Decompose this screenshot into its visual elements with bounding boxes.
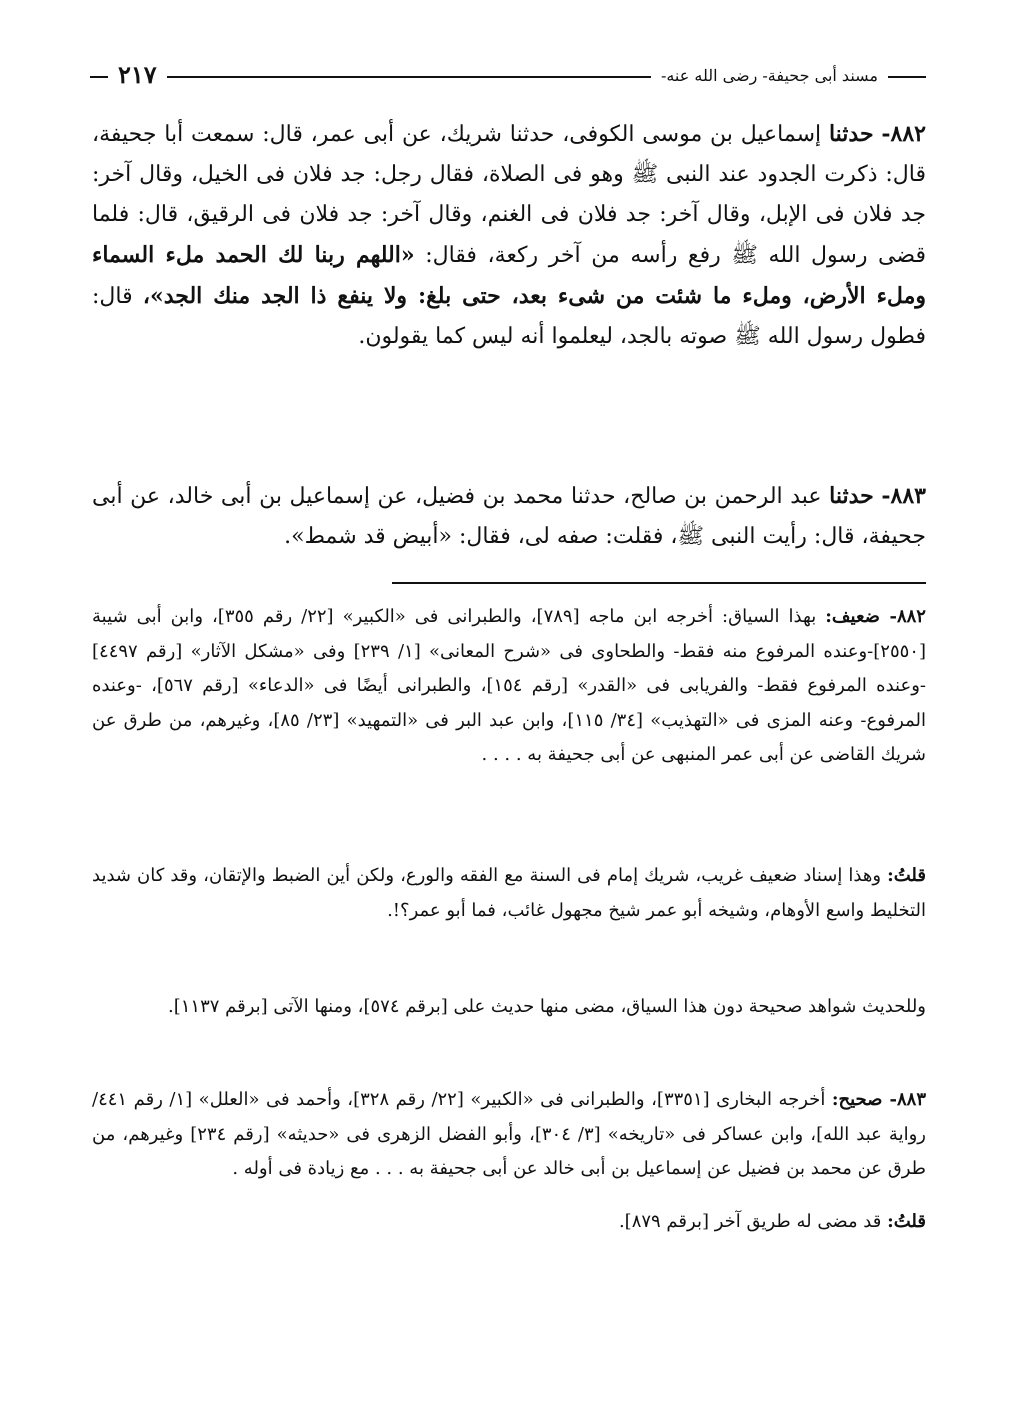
footnote-label: قلتُ: xyxy=(887,1211,926,1232)
footnote-label: ٨٨٣- صحيح: xyxy=(831,1089,926,1110)
footnote-text: وهذا إسناد ضعيف غريب، شريك إمام فى السنة مع الفقه والورع، ولكن أين الضبط والإتقان، وقد كان شديد التخليط واسع الأوهام، وشيخه أبو عمر شيخ مجهول غائب، فما أبو عمر؟!. xyxy=(92,865,926,921)
footnote-882-witnesses xyxy=(92,990,926,1025)
footnote-883-comment xyxy=(92,1205,926,1240)
page-number: ٢١٧ xyxy=(108,60,167,90)
footnote-text: وللحديث شواهد صحيحة دون هذا السياق، مضى منها حديث على [برقم ٥٧٤]، ومنها الآتى [برقم ١١٣٧]. xyxy=(167,996,926,1017)
hadith-text: عبد الرحمن بن صالح، حدثنا محمد بن فضيل، عن إسماعيل بن أبى خالد، عن أبى جحيفة، قال: رأيت النبى ﷺ، فقلت: صفه لى، فقال: «أبيض قد شمط». xyxy=(92,484,926,549)
hadith-number: ٨٨٢- xyxy=(881,121,926,147)
footnote-divider xyxy=(392,582,926,584)
footnote-882-comment xyxy=(92,859,926,928)
footnote-883 xyxy=(92,1083,926,1187)
footnote-text: قد مضى له طريق آخر [برقم ٨٧٩]. xyxy=(618,1211,882,1232)
hadith-882 xyxy=(92,114,926,357)
hadith-number: ٨٨٣- xyxy=(881,483,926,509)
hadith-lead: حدثنا xyxy=(828,121,874,147)
hadith-text: إسماعيل بن موسى الكوفى، حدثنا شريك، عن أبى عمر، قال: سمعت أبا جحيفة، قال: ذكرت الجدود عند النبى ﷺ وهو فى الصلاة، فقال رجل: جد فلان فى الخيل، وقال آخر: جد فلان فى الإبل، وقال آخر: جد فلان فى الغنم، وقال آخر: جد فلان فى الرقيق، قال: فلما قضى رسول الله ﷺ رفع رأسه من آخر ركعة، فقال: xyxy=(92,122,926,268)
hadith-dua: «اللهم ربنا لك الحمد ملء السماء وملء الأرض، وملء ما شئت من شىء بعد، حتى بلغ: ولا ينفع ذا الجد منك الجد»، xyxy=(92,242,926,309)
footnote-label: قلتُ: xyxy=(887,865,926,886)
footnote-label: ٨٨٢- ضعيف: xyxy=(825,606,926,627)
footnote-text: أخرجه البخارى [٣٣٥١]، والطبرانى فى «الكبير» [٢٢/ رقم ٣٢٨]، وأحمد فى «العلل» [١/ رقم ٤٤١/ رواية عبد الله]، وابن عساكر فى «تاريخه» [٣/ ٣٠٤]، وأبو الفضل الزهرى فى «حديثه» [رقم ٢٣٤] وغيرهم، من طرق عن محمد بن فضيل عن إسماعيل بن أبى خالد عن أبى جحيفة به . . . مع زيادة فى أوله . xyxy=(92,1089,926,1179)
hadith-883 xyxy=(92,476,926,557)
running-title: مسند أبى جحيفة- رضى الله عنه- xyxy=(651,62,888,90)
footnote-882 xyxy=(92,600,926,773)
footnote-text: بهذا السياق: أخرجه ابن ماجه [٧٨٩]، والطبرانى فى «الكبير» [٢٢/ رقم ٣٥٥]، وابن أبى شيبة [٢٥٥٠]-وعنده المرفوع منه فقط- والطحاوى فى «شرح المعانى» [١/ ٢٣٩] وفى «مشكل الآثار» [رقم ٤٤٩٧] -وعنده المرفوع فقط- والفريابى فى «القدر» [رقم ١٥٤]، والطبرانى أيضًا فى «الدعاء» [رقم ٥٦٧]، -وعنده المرفوع- وعنه المزى فى «التهذيب» [٣٤/ ١١٥]، وابن عبد البر فى «التمهيد» [٢٣/ ٨٥]، وغيرهم، من طرق عن شريك القاضى عن أبى عمر المنبهى عن أبى جحيفة به . . . . xyxy=(92,606,927,765)
hadith-ending: قال: فطول رسول الله ﷺ صوته بالجد، ليعلموا أنه ليس كما يقولون. xyxy=(92,284,926,349)
hadith-lead: حدثنا xyxy=(829,483,874,509)
page-header xyxy=(90,62,926,90)
